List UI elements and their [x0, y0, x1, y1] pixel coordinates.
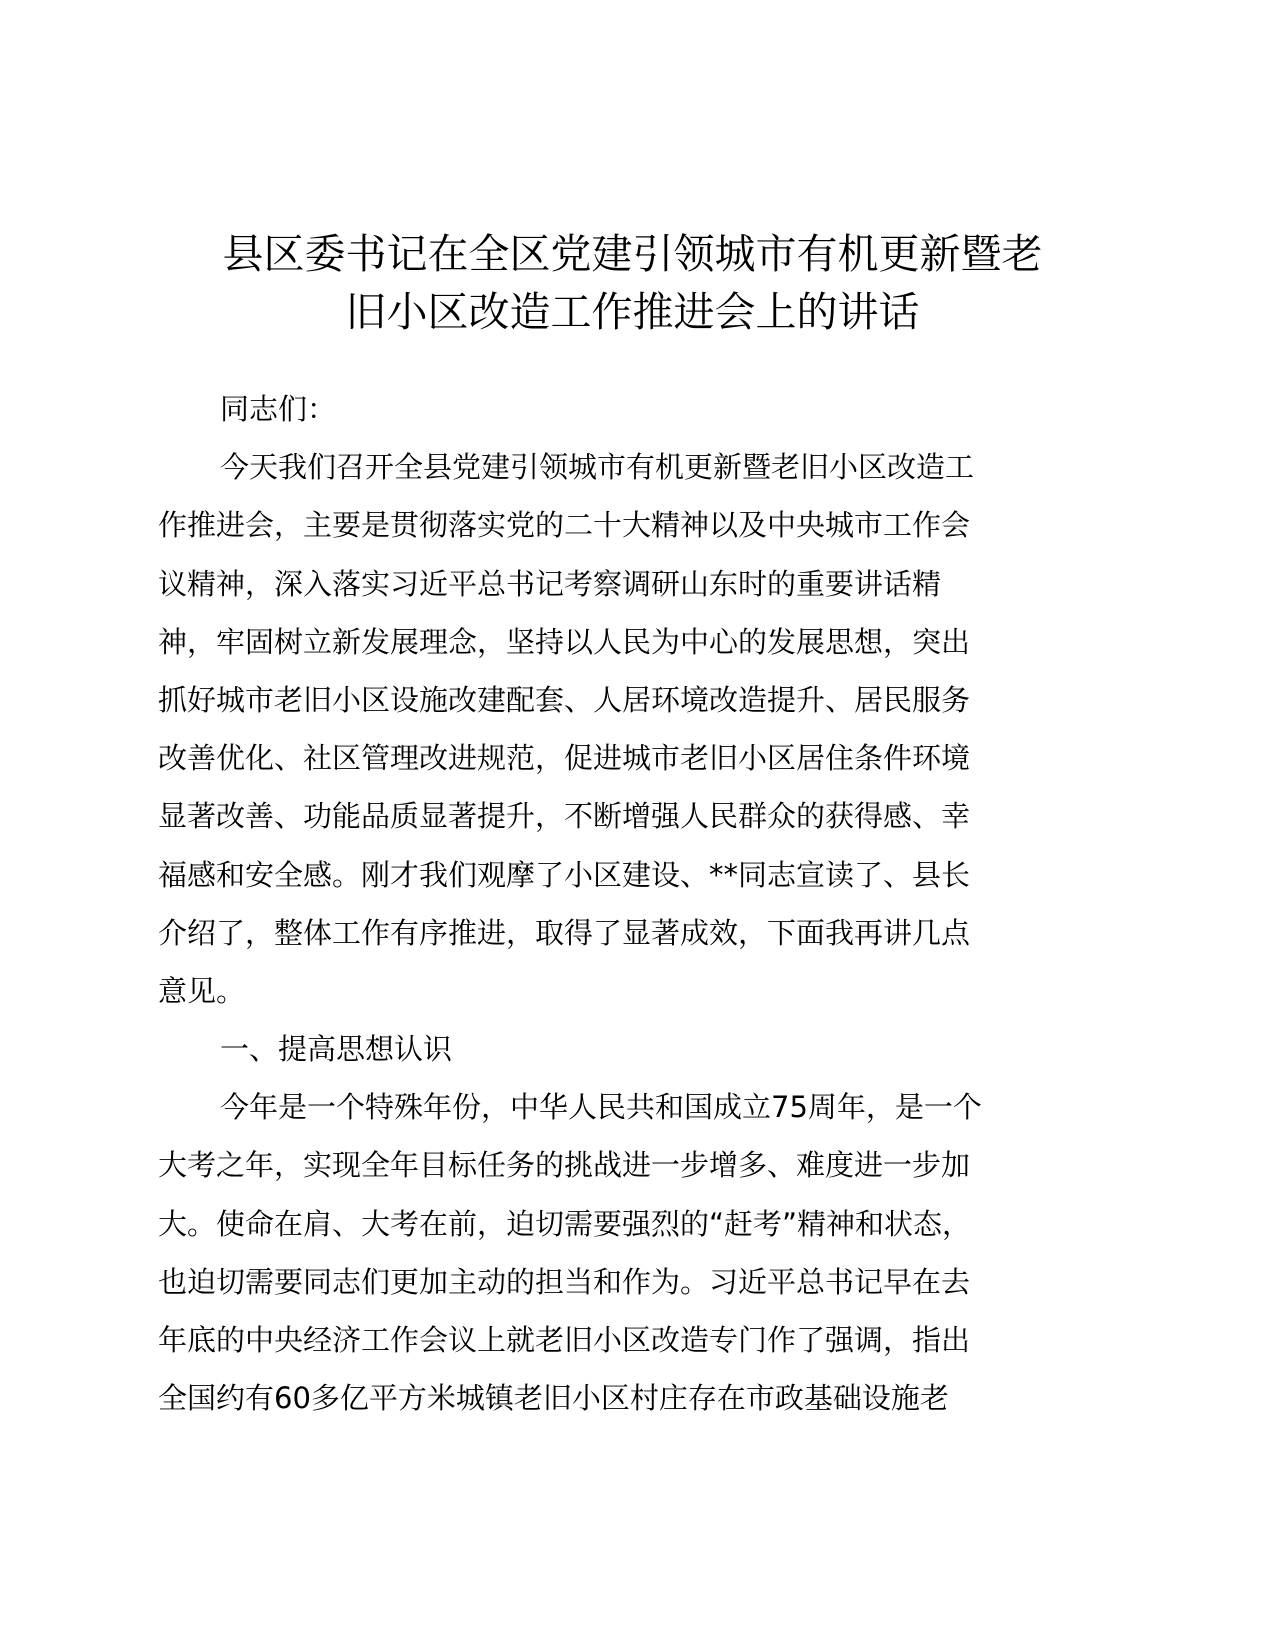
paragraph-line: 介绍了，整体工作有序推进，取得了显著成效，下面我再讲几点	[158, 915, 971, 950]
paragraph-line: 也迫切需要同志们更加主动的担当和作为。习近平总书记早在去	[158, 1264, 971, 1299]
paragraph-line: 福感和安全感。刚才我们观摩了小区建设、**同志宣读了、县长	[158, 857, 971, 892]
paragraph-line: 年底的中央经济工作会议上就老旧小区改造专门作了强调，指出	[158, 1323, 971, 1357]
paragraph-line: 全国约有60多亿平方米城镇老旧小区村庄存在市政基础设施老	[158, 1381, 949, 1416]
paragraph-line: 显著改善、功能品质显著提升，不断增强人民群众的获得感、幸	[158, 799, 971, 834]
paragraph-line: 今年是一个特殊年份，中华人民共和国成立75周年，是一个	[220, 1090, 982, 1125]
paragraph-line: 议精神，深入落实习近平总书记考察调研山东时的重要讲话精	[158, 566, 942, 601]
title-line-1: 县区委书记在全区党建引领城市有机更新暨老	[222, 230, 1043, 278]
paragraph-line: 今天我们召开全县党建引领城市有机更新暨老旧小区改造工	[220, 450, 975, 485]
paragraph-line: 作推进会，主要是贯彻落实党的二十大精神以及中央城市工作会	[158, 508, 971, 543]
paragraph-line: 抓好城市老旧小区设施改建配套、人居环境改造提升、居民服务	[158, 682, 971, 717]
paragraph-line: 大。使命在肩、大考在前，迫切需要强烈的“赶考”精神和状态，	[158, 1206, 972, 1241]
document-body	[158, 380, 1088, 1427]
paragraph-line: 意见。	[158, 973, 246, 1008]
document-title	[150, 225, 1115, 341]
section-heading: 一、提高思想认识	[220, 1032, 453, 1067]
salutation: 同志们：	[220, 392, 337, 426]
paragraph-line: 神，牢固树立新发展理念，坚持以人民为中心的发展思想，突出	[158, 624, 971, 659]
paragraph-line: 大考之年，实现全年目标任务的挑战进一步增多、难度进一步加	[158, 1148, 971, 1183]
title-line-2: 旧小区改造工作推进会上的讲话	[345, 288, 920, 336]
paragraph-line: 改善优化、社区管理改进规范，促进城市老旧小区居住条件环境	[158, 741, 971, 776]
